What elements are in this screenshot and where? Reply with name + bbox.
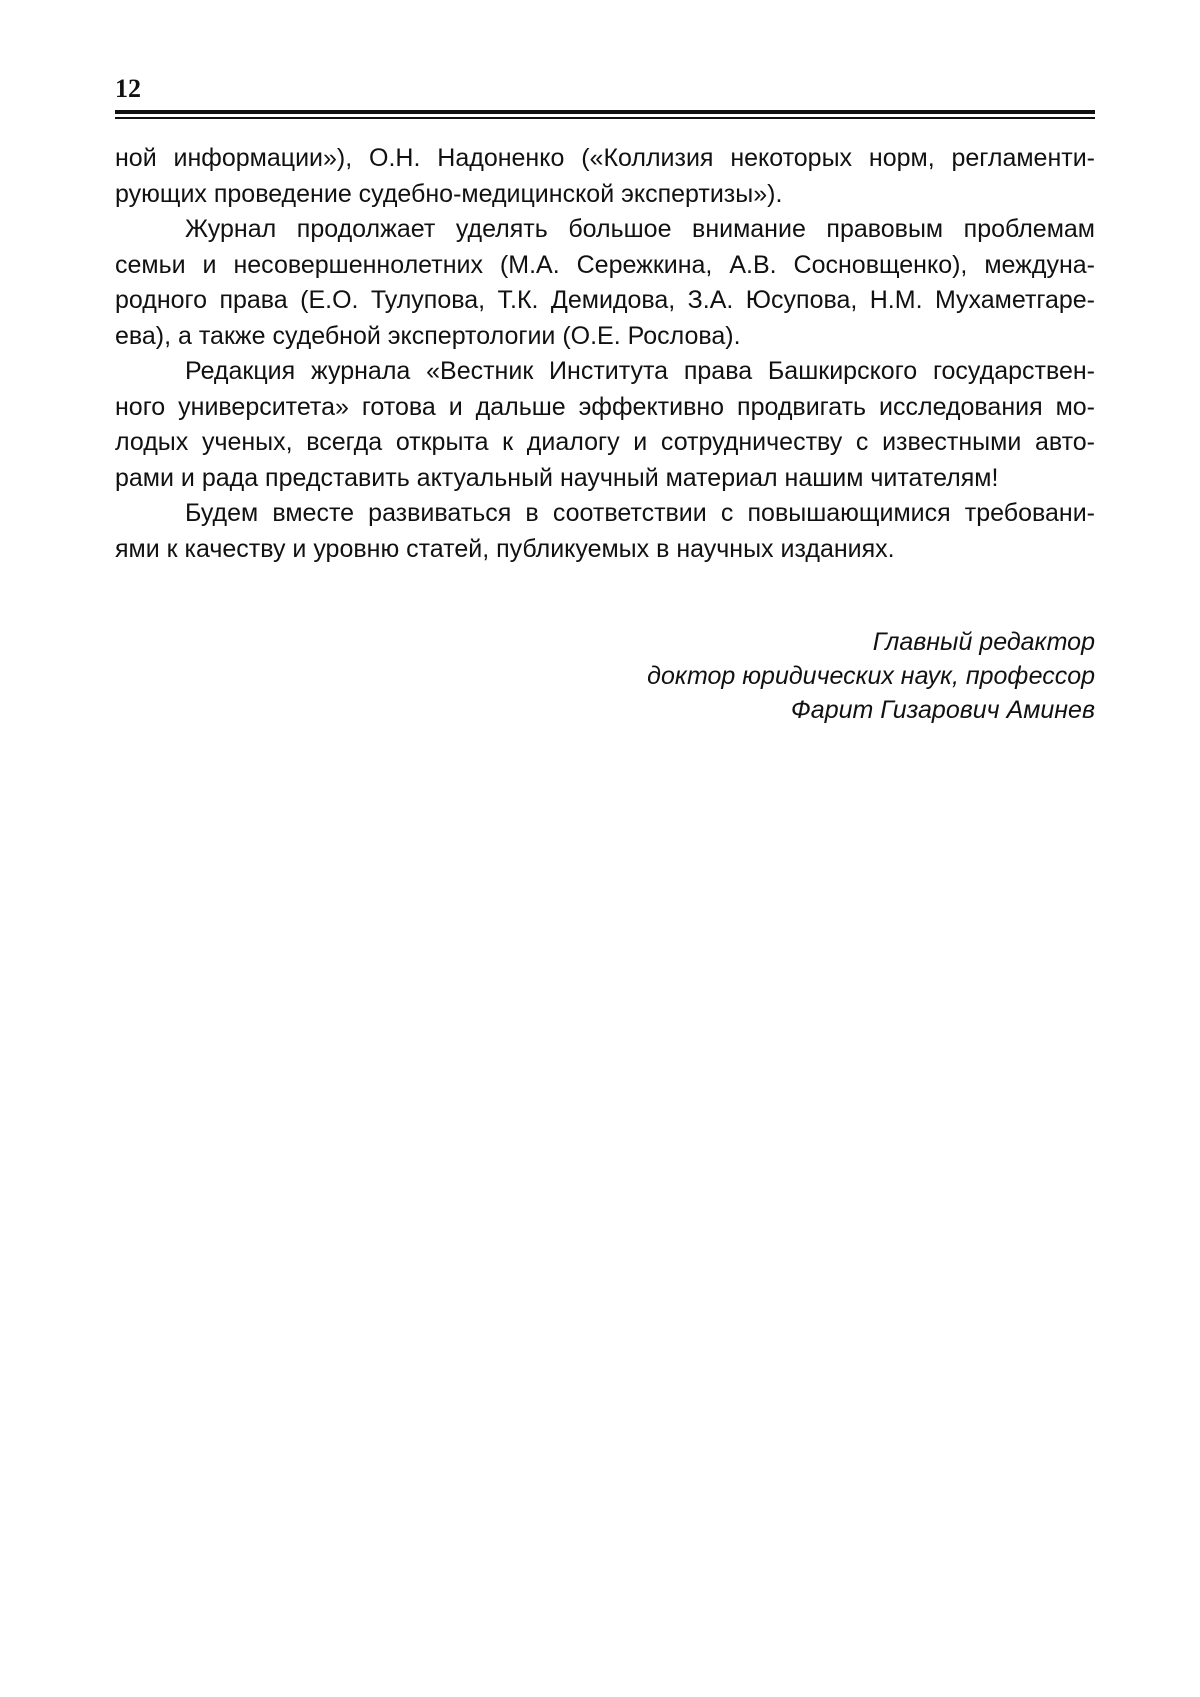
- paragraph-3: [115, 354, 1095, 496]
- text-line: Редакция журнала «Вестник Института права Башкирского государствен-: [185, 357, 1095, 385]
- text-line: семьи и несовершеннолетних (М.А. Сережкина, А.В. Сосновщенко), междуна-: [115, 250, 1095, 279]
- paragraph-4: [115, 496, 1095, 567]
- page-number: 12: [115, 74, 141, 103]
- header-rule-thick: [115, 110, 1095, 114]
- text-line: лодых ученых, всегда открыта к диалогу и сотрудничеству с известными авто-: [115, 428, 1095, 456]
- paragraph-2: [115, 212, 1095, 354]
- text-line: родного права (Е.О. Тулупова, Т.К. Демидова, З.А. Юсупова, Н.М. Мухаметгаре-: [115, 286, 1095, 314]
- text-line: ного университета» готова и дальше эффективно продвигать исследования мо-: [115, 392, 1095, 421]
- text-line: рами и рада представить актуальный научный материал нашим читателям!: [115, 463, 999, 492]
- signature-role: Главный редактор: [872, 628, 1095, 656]
- text-line: ной информации»), О.Н. Надоненко («Коллизия некоторых норм, регламенти-: [115, 144, 1095, 172]
- signature-name: Фарит Гизарович Аминев: [790, 696, 1095, 724]
- text-line: рующих проведение судебно-медицинской экспертизы»).: [115, 179, 783, 208]
- text-line: ями к качеству и уровню статей, публикуемых в научных изданиях.: [115, 534, 895, 563]
- body-text: [115, 141, 1095, 567]
- text-line: Будем вместе развиваться в соответствии с повышающимися требовани-: [185, 499, 1095, 527]
- signature-block: [647, 625, 1095, 727]
- header-rule-thin: [115, 117, 1095, 119]
- text-line: ева), а также судебной экспертологии (О.Е. Рослова).: [115, 321, 741, 350]
- text-line: Журнал продолжает уделять большое внимание правовым проблемам: [185, 215, 1095, 243]
- signature-degree: доктор юридических наук, профессор: [647, 662, 1095, 690]
- paragraph-1: [115, 141, 1095, 212]
